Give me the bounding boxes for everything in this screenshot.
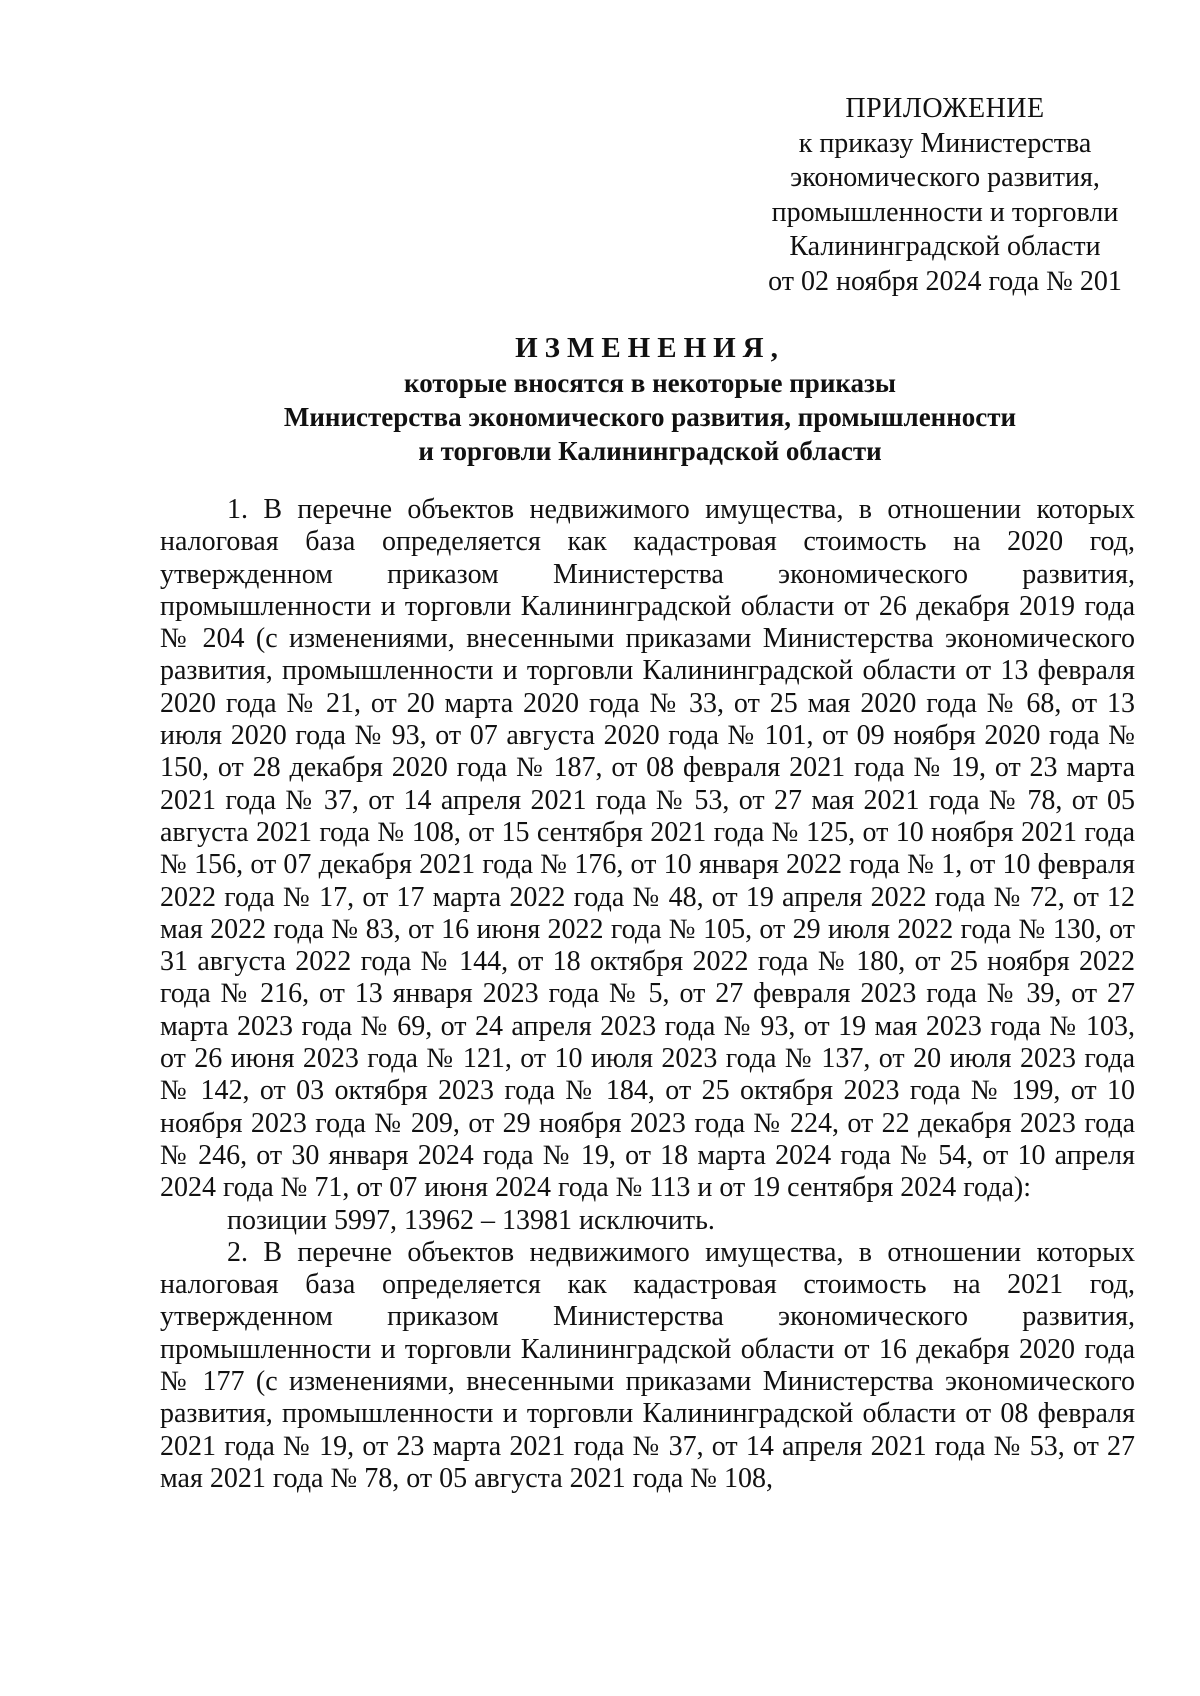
appendix-title: ПРИЛОЖЕНИЕ [845,93,1045,124]
document-heading [160,330,1140,468]
appendix-line: Калининградской области [789,231,1101,262]
document-body [160,494,1135,1495]
paragraph-1-action: позиции 5997, 13962 – 13981 исключить. [227,1204,715,1236]
appendix-date-line: от 02 ноября 2024 года № 201 [768,265,1122,297]
appendix-line: промышленности и торговли [771,196,1119,228]
appendix-line: экономического развития, [790,162,1100,193]
heading-line: и торговли Калининградской области [418,436,882,466]
heading-line: которые вносятся в некоторые приказы [404,368,896,398]
appendix-block [760,92,1130,299]
paragraph-1: 1. В перечне объектов недвижимого имущества, в отношении которых налоговая база определяется как кадастровая стоимость на 2020 год, утвержденном приказом Министерства экономического развития, промышленности и торговли Калининградской области от 26 декабря 2019 года № 204 (с изменениями, внесенными приказами Министерства экономического развития, промышленности и торговли Калининградской области от 13 февраля 2020 года № 21, от 20 марта 2020 года № 33, от 25 мая 2020 года № 68, от 13 июля 2020 года № 93, от 07 августа 2020 года № 101, от 09 ноября 2020 года № 150, от 28 декабря 2020 года № 187, от 08 февраля 2021 года № 19, от 23 марта 2021 года № 37, от 14 апреля 2021 года № 53, от 27 мая 2021 года № 78, от 05 августа 2021 года № 108, от 15 сентября 2021 года № 125, от 10 ноября 2021 года № 156, от 07 декабря 2021 года № 176, от 10 января 2022 года № 1, от 10 февраля 2022 года № 17, от 17 марта 2022 года № 48, от 19 апреля 2022 года № 72, от 12 мая 2022 года № 83, от 16 июня 2022 года № 105, от 29 июля 2022 года № 130, от 31 августа 2022 года № 144, от 18 октября 2022 года № 180, от 25 ноября 2022 года № 216, от 13 января 2023 года № 5, от 27 февраля 2023 года № 39, от 27 марта 2023 года № 69, от 24 апреля 2023 года № 93, от 19 мая 2023 года № 103, от 26 июня 2023 года № 121, от 10 июля 2023 года № 137, от 20 июля 2023 года № 142, от 03 октября 2023 года № 184, от 25 октября 2023 года № 199, от 10 ноября 2023 года № 209, от 29 ноября 2023 года № 224, от 22 декабря 2023 года № 246, от 30 января 2024 года № 19, от 18 марта 2024 года № 54, от 10 апреля 2024 года № 71, от 07 июня 2024 года № 113 и от 19 сентября 2024 года): [160,494,1135,1204]
appendix-line: к приказу Министерства [798,127,1092,159]
document-title: ИЗМЕНЕНИЯ, [515,332,785,364]
heading-line: Министерства экономического развития, промышленности [283,402,1017,432]
paragraph-2: 2. В перечне объектов недвижимого имущества, в отношении которых налоговая база определяется как кадастровая стоимость на 2021 год, утвержденном приказом Министерства экономического развития, промышленности и торговли Калининградской области от 16 декабря 2020 года № 177 (с изменениями, внесенными приказами Министерства экономического развития, промышленности и торговли Калининградской области от 08 февраля 2021 года № 19, от 23 марта 2021 года № 37, от 14 апреля 2021 года № 53, от 27 мая 2021 года № 78, от 05 августа 2021 года № 108, [160,1236,1135,1494]
